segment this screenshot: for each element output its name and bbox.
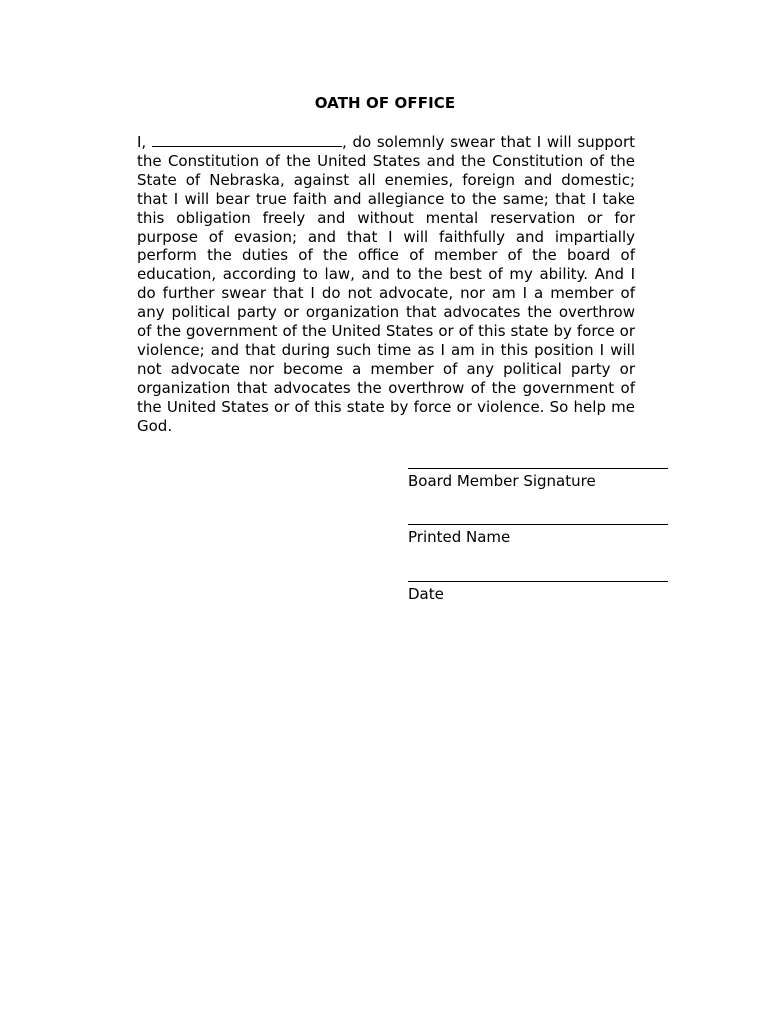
oath-text: , do solemnly swear that I will support the Constitution of the United States and the Constitution of the State of Nebraska, against all enemies, foreign and domestic; that I will bear true faith and allegiance to the same; that I take this obligation freely and without mental reservation or for purpose of evasion; and that I will faithfully and impartially perform the duties of the office of member of the board of education, according to law, and to the best of my ability. And I do further swear that I do not advocate, nor am I a member of any political party or organization that advocates the overthrow of the government of the United States or of this state by force or violence; and that during such time as I am in this position I will not advocate nor become a member of any political party or organization that advocates the overthrow of the government of the United States or of this state by force or violence. So help me God. <box>137 133 636 435</box>
signature-field-date[interactable] <box>408 581 668 604</box>
printed-name-label: Printed Name <box>408 528 511 546</box>
signature-label: Board Member Signature <box>408 472 596 490</box>
oath-prefix: I, <box>137 133 152 151</box>
signature-line[interactable] <box>408 468 668 469</box>
document-title: OATH OF OFFICE <box>314 94 456 112</box>
signature-field-board-member[interactable] <box>408 468 668 491</box>
oath-paragraph <box>137 133 635 436</box>
date-label: Date <box>408 585 444 603</box>
name-blank-line[interactable] <box>152 134 342 147</box>
signature-field-printed-name[interactable] <box>408 524 668 547</box>
date-line[interactable] <box>408 581 668 582</box>
printed-name-line[interactable] <box>408 524 668 525</box>
